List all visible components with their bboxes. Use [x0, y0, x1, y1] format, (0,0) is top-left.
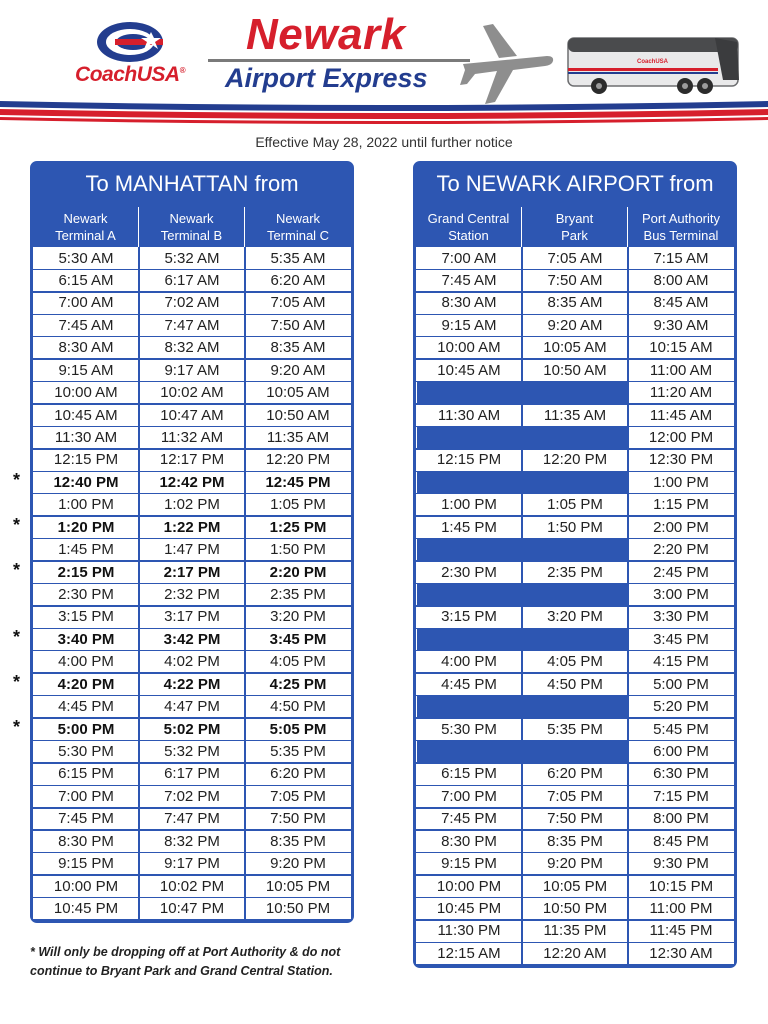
- time-cell: 3:15 PM: [441, 608, 497, 626]
- header: [0, 0, 768, 135]
- airplane-icon: [455, 18, 555, 106]
- time-cell: 4:45 PM: [58, 698, 114, 716]
- time-cell: 8:45 AM: [653, 294, 709, 312]
- time-cell: 7:00 PM: [441, 787, 497, 805]
- time-cell: 6:17 AM: [164, 271, 220, 289]
- no-service-cell: [523, 427, 627, 448]
- time-cell: 5:00 PM: [653, 675, 709, 693]
- time-cell: 4:47 PM: [164, 698, 220, 716]
- asterisk-marker: *: [13, 717, 21, 737]
- time-cell: 10:02 PM: [159, 877, 225, 895]
- time-cell: 8:35 PM: [270, 832, 326, 850]
- time-cell: 3:00 PM: [653, 585, 709, 603]
- time-cell: 9:17 AM: [164, 361, 220, 379]
- time-cell: 11:32 AM: [160, 428, 224, 446]
- time-cell: 3:42 PM: [163, 630, 221, 648]
- time-cell: 4:25 PM: [269, 675, 327, 693]
- time-cell: 6:15 PM: [441, 765, 497, 783]
- time-cell: 2:32 PM: [164, 585, 220, 603]
- manhattan-title: To MANHATTAN from: [85, 171, 299, 196]
- column-header-terminal-b: Newark Terminal B: [139, 207, 245, 247]
- time-cell: 5:20 PM: [653, 698, 709, 716]
- time-cell: 8:30 AM: [441, 294, 497, 312]
- time-cell: 3:45 PM: [269, 630, 327, 648]
- title-divider: [208, 59, 470, 62]
- time-cell: 7:15 PM: [653, 787, 709, 805]
- time-cell: 9:30 AM: [653, 316, 709, 334]
- time-cell: 7:05 PM: [270, 787, 326, 805]
- column-header-terminal-a: Newark Terminal A: [33, 207, 139, 247]
- time-cell: 12:00 PM: [648, 428, 714, 446]
- time-cell: 8:32 PM: [164, 832, 220, 850]
- time-cell: 12:30 AM: [649, 944, 713, 962]
- time-cell: 8:00 AM: [653, 271, 709, 289]
- asterisk-marker: *: [13, 672, 21, 693]
- time-cell: 1:45 PM: [58, 541, 114, 559]
- time-cell: 11:45 PM: [649, 922, 713, 940]
- brand-subtitle: Airport Express: [225, 63, 428, 93]
- brand-title: Newark: [246, 10, 406, 59]
- time-cell: 5:32 PM: [164, 743, 220, 760]
- coach-usa-logo: [55, 18, 205, 98]
- time-cell: 3:20 PM: [547, 608, 603, 626]
- time-cell: 2:45 PM: [653, 563, 709, 581]
- column-header-grand-central: Grand Central Station: [416, 207, 522, 247]
- manhattan-grid: [33, 247, 351, 920]
- time-cell: 1:20 PM: [57, 518, 115, 536]
- time-cell: 9:15 AM: [58, 361, 114, 379]
- logo-text: CoachUSA®: [75, 63, 185, 86]
- time-cell: 2:35 PM: [547, 563, 603, 581]
- time-cell: 7:05 AM: [547, 249, 603, 267]
- time-cell: 5:05 PM: [269, 720, 327, 738]
- time-cell: 11:20 AM: [649, 384, 713, 402]
- time-cell: 3:17 PM: [164, 608, 220, 626]
- asterisk-marker: *: [13, 560, 21, 580]
- coach-usa-logo-mark: [55, 18, 205, 68]
- time-cell: 7:00 AM: [58, 294, 114, 312]
- time-cell: 4:50 PM: [270, 698, 326, 716]
- time-cell: 11:30 AM: [437, 406, 501, 424]
- time-cell: 4:50 PM: [547, 675, 603, 693]
- time-cell: 8:30 AM: [58, 339, 114, 357]
- no-service-cell: [523, 696, 627, 717]
- time-cell: 2:30 PM: [58, 585, 114, 603]
- time-cell: 7:05 PM: [547, 787, 603, 805]
- no-service-cell: [417, 584, 521, 605]
- bus-livery-text: CoachUSA: [637, 59, 669, 65]
- time-cell: 11:35 AM: [266, 428, 330, 446]
- time-cell: 11:00 PM: [649, 900, 713, 917]
- time-cell: 12:45 PM: [265, 473, 331, 491]
- time-cell: 7:02 AM: [164, 294, 220, 312]
- time-cell: 11:30 PM: [437, 922, 501, 940]
- footnote: * Will only be dropping off at Port Authority & do not continue to Bryant Park and Grand Central Station.: [30, 945, 341, 978]
- time-cell: 6:20 PM: [270, 765, 326, 783]
- time-cell: 2:35 PM: [270, 585, 326, 603]
- time-cell: 8:35 PM: [547, 832, 603, 850]
- time-cell: 3:15 PM: [58, 608, 114, 626]
- time-cell: 1:05 PM: [270, 496, 326, 514]
- time-cell: 12:15 PM: [53, 451, 119, 469]
- time-cell: 5:35 AM: [270, 249, 326, 267]
- column-divider: [244, 247, 246, 920]
- time-cell: 1:50 PM: [547, 518, 603, 536]
- time-cell: 8:32 AM: [164, 339, 220, 357]
- no-service-cell: [417, 382, 521, 403]
- no-service-cell: [417, 427, 521, 448]
- time-cell: 8:00 PM: [653, 810, 709, 828]
- time-cell: 1:05 PM: [547, 496, 603, 514]
- time-cell: 5:32 AM: [164, 249, 220, 267]
- time-cell: 4:00 PM: [441, 653, 497, 671]
- header-stripes: [0, 97, 768, 137]
- time-cell: 9:15 PM: [58, 855, 114, 873]
- time-cell: 10:02 AM: [160, 384, 224, 402]
- time-cell: 4:45 PM: [441, 675, 497, 693]
- asterisk-marker: *: [13, 470, 21, 491]
- no-service-cell: [523, 741, 627, 762]
- column-header-port-authority: Port Authority Bus Terminal: [641, 211, 721, 243]
- time-cell: 7:45 AM: [58, 316, 114, 334]
- manhattan-schedule: [30, 161, 354, 923]
- time-cell: 9:17 PM: [164, 855, 220, 873]
- column-divider: [138, 247, 140, 920]
- time-cell: 12:20 AM: [543, 944, 607, 962]
- time-cell: 12:15 AM: [437, 944, 501, 962]
- effective-date: Effective May 28, 2022 until further notice: [255, 134, 513, 150]
- time-cell: 4:00 PM: [58, 653, 114, 671]
- row-divider: [416, 964, 734, 966]
- time-cell: 10:50 PM: [265, 900, 331, 917]
- time-cell: 12:40 PM: [53, 473, 119, 491]
- time-cell: 1:02 PM: [164, 496, 220, 514]
- time-cell: 7:00 PM: [58, 787, 114, 805]
- time-cell: 5:00 PM: [57, 720, 115, 738]
- time-cell: 4:15 PM: [653, 653, 709, 671]
- time-cell: 10:45 PM: [436, 900, 502, 917]
- no-service-cell: [417, 696, 521, 717]
- time-cell: 9:20 AM: [270, 361, 326, 379]
- time-cell: 6:20 AM: [270, 271, 326, 289]
- time-cell: 6:30 PM: [653, 765, 709, 783]
- column-divider: [521, 247, 523, 965]
- time-cell: 5:35 PM: [547, 720, 603, 738]
- time-cell: 1:15 PM: [653, 496, 709, 514]
- time-cell: 5:45 PM: [653, 720, 709, 738]
- time-cell: 12:42 PM: [159, 473, 225, 491]
- time-cell: 5:30 AM: [58, 249, 114, 267]
- time-cell: 4:20 PM: [57, 675, 115, 693]
- time-cell: 11:45 AM: [649, 406, 713, 424]
- no-service-cell: [523, 584, 627, 605]
- time-cell: 10:05 PM: [542, 877, 608, 895]
- time-cell: 7:50 AM: [270, 316, 326, 334]
- time-cell: 4:05 PM: [270, 653, 326, 671]
- time-cell: 10:50 PM: [542, 900, 608, 917]
- time-cell: 10:00 PM: [436, 877, 502, 895]
- time-cell: 12:20 PM: [542, 451, 608, 469]
- airport-title: To NEWARK AIRPORT from: [436, 171, 714, 196]
- time-cell: 3:30 PM: [653, 608, 709, 626]
- time-cell: 2:00 PM: [653, 518, 709, 536]
- time-cell: 11:30 AM: [54, 428, 118, 446]
- time-cell: 7:45 PM: [58, 810, 114, 828]
- time-cell: 11:35 PM: [543, 922, 607, 940]
- time-cell: 1:25 PM: [269, 518, 327, 536]
- time-cell: 12:30 PM: [648, 451, 714, 469]
- time-cell: 10:05 AM: [266, 384, 330, 402]
- time-cell: 10:00 PM: [53, 877, 119, 895]
- time-cell: 3:20 PM: [270, 608, 326, 626]
- time-cell: 6:00 PM: [653, 743, 709, 760]
- time-cell: 10:45 PM: [53, 900, 119, 917]
- no-service-cell: [523, 472, 627, 493]
- time-cell: 1:50 PM: [270, 541, 326, 559]
- bus-icon: [565, 30, 745, 95]
- time-cell: 2:20 PM: [269, 563, 327, 581]
- no-service-cell: [417, 629, 521, 650]
- time-cell: 8:35 AM: [547, 294, 603, 312]
- time-cell: 7:00 AM: [441, 249, 497, 267]
- time-cell: 6:20 PM: [547, 765, 603, 783]
- time-cell: 2:15 PM: [57, 563, 115, 581]
- time-cell: 12:20 PM: [265, 451, 331, 469]
- time-cell: 10:47 AM: [160, 406, 224, 424]
- no-service-cell: [417, 539, 521, 560]
- time-cell: 7:45 AM: [441, 271, 497, 289]
- time-cell: 4:22 PM: [163, 675, 221, 693]
- time-cell: 10:05 PM: [265, 877, 331, 895]
- time-cell: 1:00 PM: [441, 496, 497, 514]
- no-service-cell: [417, 741, 521, 762]
- time-cell: 5:35 PM: [270, 743, 326, 760]
- time-cell: 1:47 PM: [164, 541, 220, 559]
- time-cell: 3:45 PM: [653, 630, 709, 648]
- airport-schedule: [413, 161, 737, 968]
- time-cell: 7:45 PM: [441, 810, 497, 828]
- row-divider: [33, 919, 351, 921]
- time-cell: 9:20 PM: [270, 855, 326, 873]
- time-cell: 7:02 PM: [164, 787, 220, 805]
- time-cell: 6:15 PM: [58, 765, 114, 783]
- time-cell: 2:17 PM: [163, 563, 221, 581]
- time-cell: 1:00 PM: [58, 496, 114, 514]
- time-cell: 3:40 PM: [57, 630, 115, 648]
- time-cell: 10:15 AM: [649, 339, 713, 357]
- time-cell: 10:05 AM: [543, 339, 607, 357]
- time-cell: 6:17 PM: [164, 765, 220, 783]
- time-cell: 9:20 AM: [547, 316, 603, 334]
- time-cell: 9:20 PM: [547, 855, 603, 873]
- no-service-cell: [417, 472, 521, 493]
- time-cell: 8:30 PM: [58, 832, 114, 850]
- column-divider: [627, 247, 629, 965]
- time-cell: 7:50 PM: [270, 810, 326, 828]
- time-cell: 7:47 PM: [164, 810, 220, 828]
- time-cell: 9:30 PM: [653, 855, 709, 873]
- time-cell: 10:15 PM: [648, 877, 714, 895]
- no-service-cell: [523, 382, 627, 403]
- time-cell: 1:45 PM: [441, 518, 497, 536]
- time-cell: 2:20 PM: [653, 541, 709, 559]
- no-service-cell: [523, 539, 627, 560]
- time-cell: 1:22 PM: [163, 518, 221, 536]
- time-cell: 8:30 PM: [441, 832, 497, 850]
- time-cell: 12:15 PM: [436, 451, 502, 469]
- time-cell: 2:30 PM: [441, 563, 497, 581]
- airport-grid: [416, 247, 734, 965]
- time-cell: 7:05 AM: [270, 294, 326, 312]
- asterisk-marker: *: [13, 627, 21, 648]
- column-header-terminal-c: Newark Terminal C: [266, 211, 330, 243]
- column-header-bryant-park: Bryant Park: [522, 207, 628, 247]
- time-cell: 7:15 AM: [653, 249, 709, 267]
- time-cell: 5:02 PM: [163, 720, 221, 738]
- time-cell: 10:50 AM: [543, 361, 607, 379]
- time-cell: 10:45 AM: [437, 361, 501, 379]
- time-cell: 7:50 PM: [547, 810, 603, 828]
- time-cell: 4:02 PM: [164, 653, 220, 671]
- time-cell: 8:35 AM: [270, 339, 326, 357]
- time-cell: 10:00 AM: [54, 384, 118, 402]
- time-cell: 9:15 PM: [441, 855, 497, 873]
- time-cell: 4:05 PM: [547, 653, 603, 671]
- time-cell: 5:30 PM: [441, 720, 497, 738]
- asterisk-marker: *: [13, 515, 21, 536]
- time-cell: 10:47 PM: [159, 900, 225, 917]
- time-cell: 9:15 AM: [441, 316, 497, 334]
- no-service-cell: [523, 629, 627, 650]
- time-cell: 10:00 AM: [437, 339, 501, 357]
- time-cell: 10:50 AM: [266, 406, 330, 424]
- time-cell: 8:45 PM: [653, 832, 709, 850]
- time-cell: 7:47 AM: [164, 316, 220, 334]
- time-cell: 11:35 AM: [543, 406, 607, 424]
- time-cell: 10:45 AM: [54, 406, 118, 424]
- time-cell: 7:50 AM: [547, 271, 603, 289]
- time-cell: 12:17 PM: [159, 451, 225, 469]
- time-cell: 11:00 AM: [649, 361, 713, 379]
- time-cell: 1:00 PM: [653, 473, 709, 491]
- time-cell: 6:15 AM: [58, 271, 114, 289]
- time-cell: 5:30 PM: [58, 743, 114, 760]
